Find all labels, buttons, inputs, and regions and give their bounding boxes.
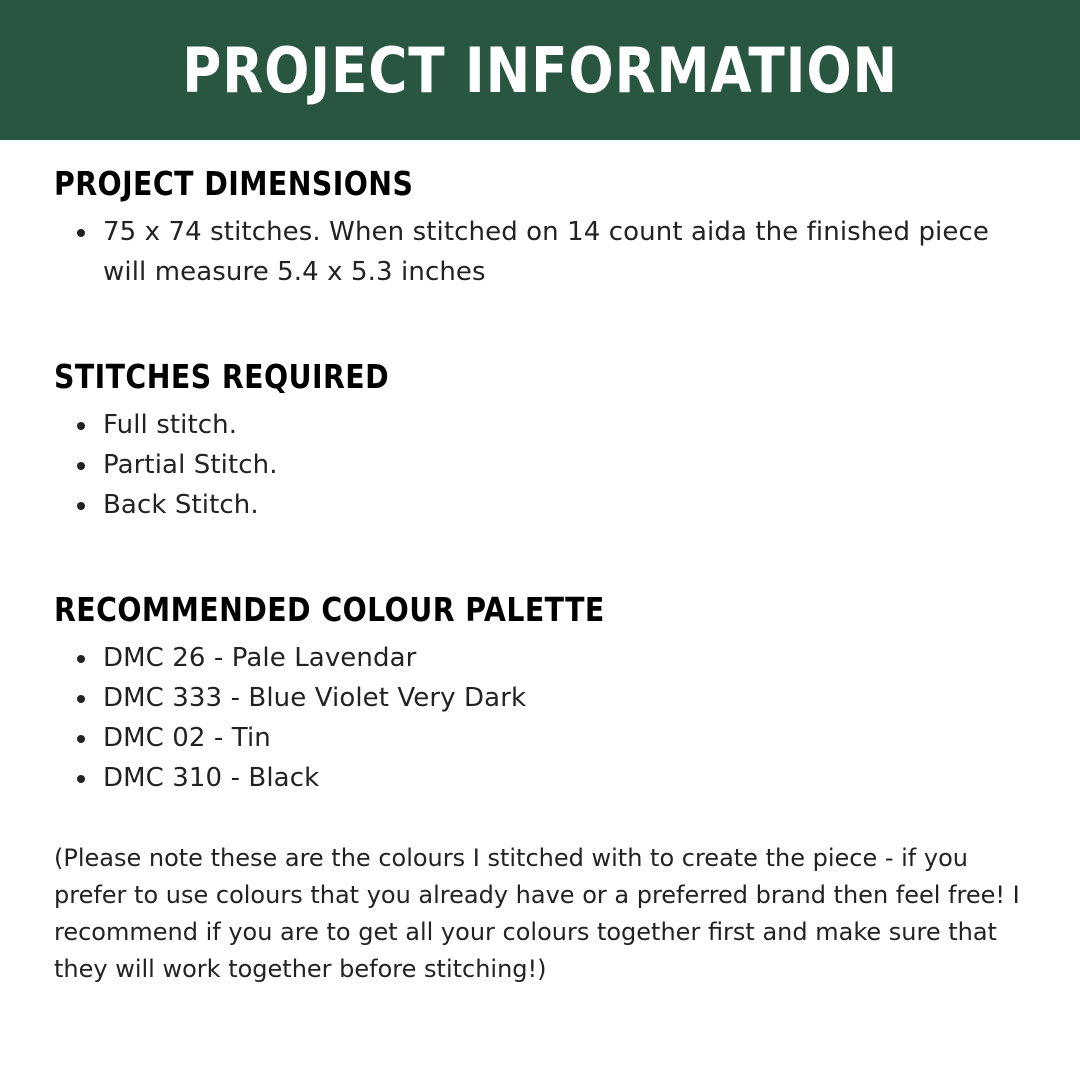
list-item	[54, 638, 1034, 678]
bullet-icon	[77, 462, 85, 470]
bullet-icon	[77, 229, 85, 237]
section-stitches-required	[54, 355, 1034, 525]
list-item	[54, 758, 1034, 798]
list-item-text: DMC 02 - Tin	[103, 723, 271, 753]
list-item	[54, 485, 1034, 525]
list-item-text: DMC 310 - Black	[103, 763, 320, 793]
stitches-list	[54, 405, 1034, 525]
section-project-dimensions	[54, 162, 1034, 292]
section-heading-stitches-required: STITCHES REQUIRED	[54, 357, 390, 396]
list-item-text: Full stitch.	[103, 410, 238, 440]
bullet-icon	[77, 695, 85, 703]
section-heading-project-dimensions: PROJECT DIMENSIONS	[54, 164, 414, 203]
section-heading-colour-palette: RECOMMENDED COLOUR PALETTE	[54, 590, 605, 629]
list-item-text: Back Stitch.	[103, 490, 259, 520]
bullet-icon	[77, 735, 85, 743]
list-item	[54, 718, 1034, 758]
footnote-text: (Please note these are the colours I stitched with to create the piece - if you prefer to use colours that you already have or a preferred brand then feel free! I recommend if you are to get all your colours together first and make sure that they will work together before stitching!)	[54, 844, 1020, 983]
header-banner	[0, 0, 1080, 140]
list-item	[54, 445, 1034, 485]
bullet-icon	[77, 422, 85, 430]
bullet-icon	[77, 502, 85, 510]
page-title: PROJECT INFORMATION	[182, 33, 898, 107]
list-item	[54, 212, 1034, 292]
bullet-icon	[77, 655, 85, 663]
palette-list	[54, 638, 1034, 798]
dimensions-list	[54, 212, 1034, 292]
list-item-text: DMC 333 - Blue Violet Very Dark	[103, 683, 527, 713]
bullet-icon	[77, 775, 85, 783]
list-item-text: DMC 26 - Pale Lavendar	[103, 643, 417, 673]
list-item-text: Partial Stitch.	[103, 450, 278, 480]
list-item-text: 75 x 74 stitches. When stitched on 14 count aida the finished piece will measure 5.4 x 5.3 inches	[103, 217, 989, 287]
section-recommended-colour-palette	[54, 588, 1034, 798]
list-item	[54, 678, 1034, 718]
list-item	[54, 405, 1034, 445]
